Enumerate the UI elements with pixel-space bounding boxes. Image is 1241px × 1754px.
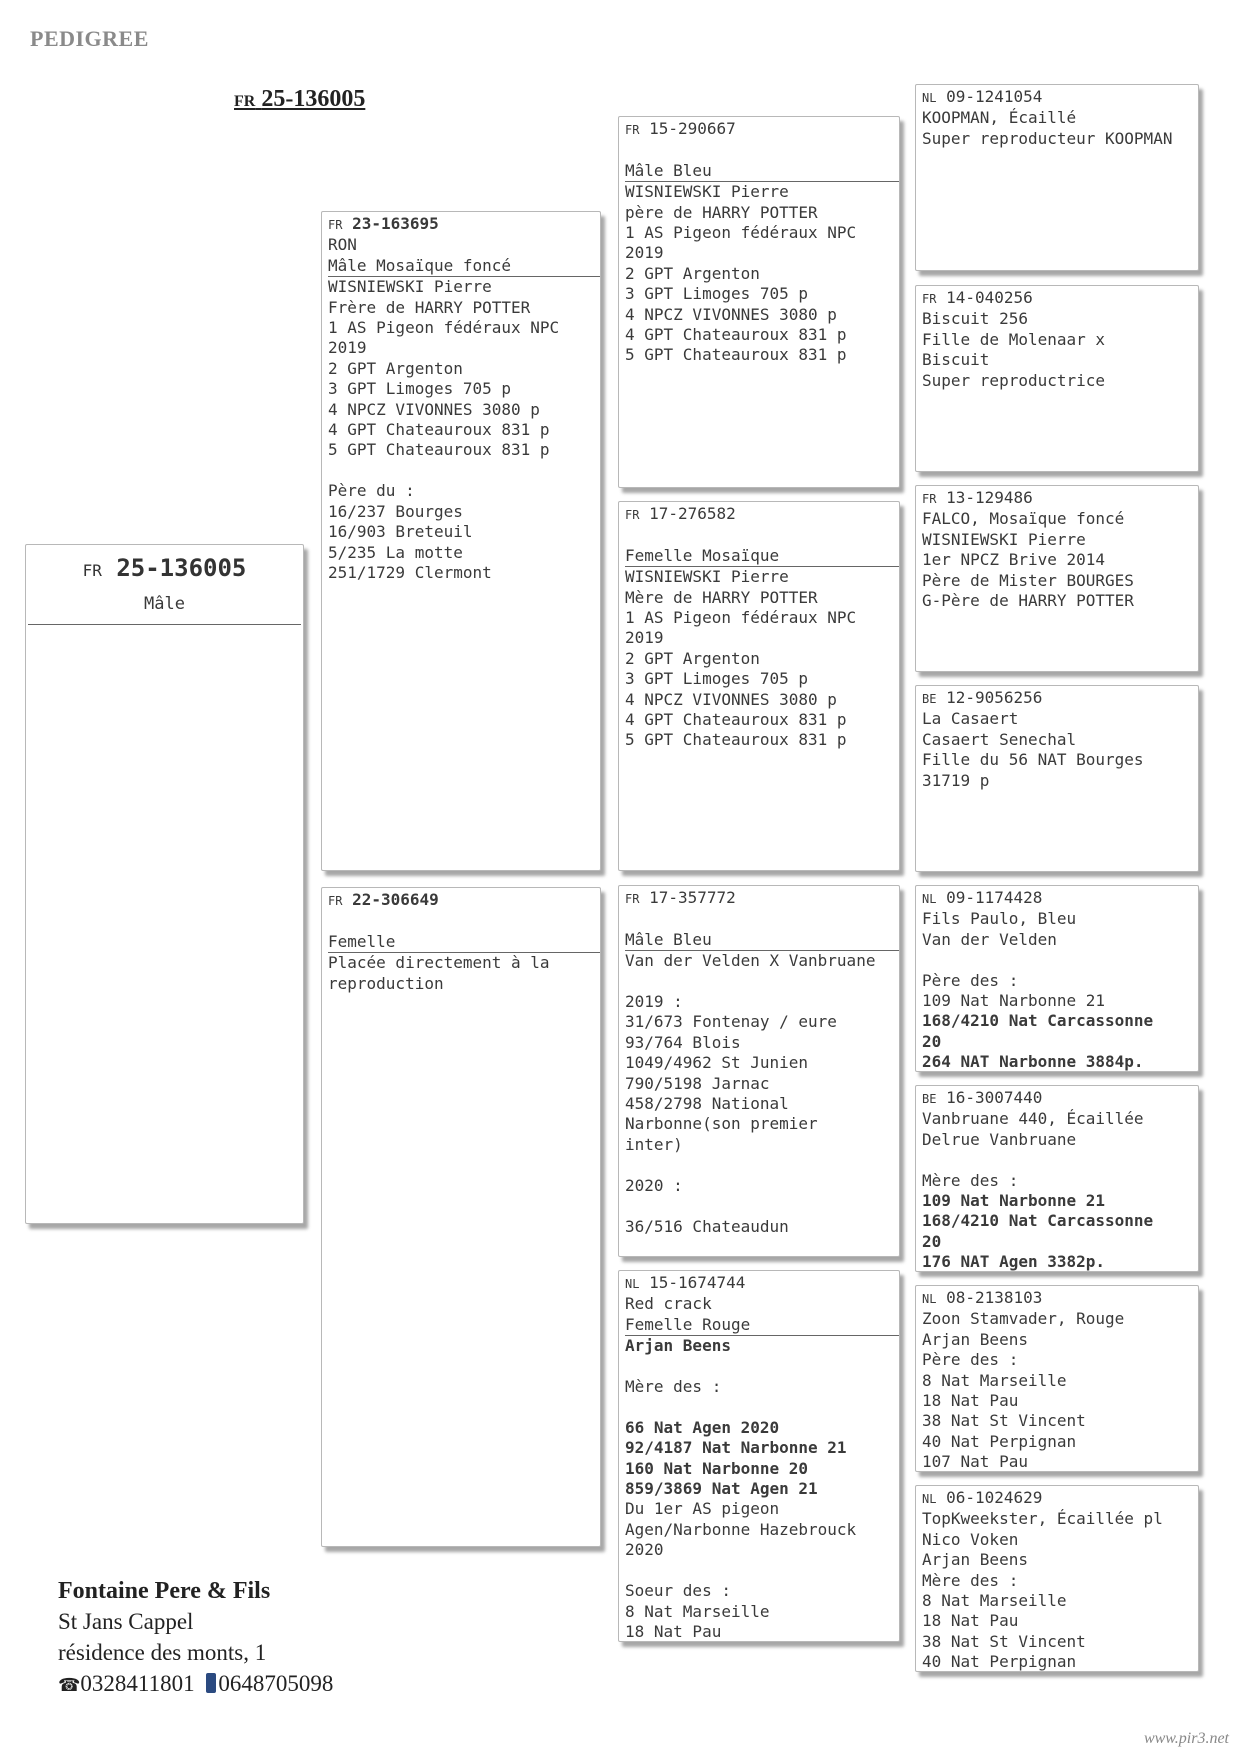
ring-number: [922, 1288, 1192, 1309]
ring-value: 12-9056256: [946, 688, 1043, 707]
mobile-icon: [206, 1673, 216, 1693]
result-line: 160 Nat Narbonne 20: [625, 1458, 809, 1478]
detail-line: 31/673 Fontenay / eure: [625, 1012, 837, 1032]
detail-line: 2 GPT Argenton: [328, 358, 463, 378]
detail-line: 458/2798 National: [625, 1094, 789, 1114]
ring-country: FR: [922, 292, 937, 306]
detail-line: Super reproducteur KOOPMAN: [922, 128, 1173, 148]
header-line: [625, 525, 893, 545]
ring-value: 06-1024629: [946, 1488, 1043, 1507]
detail-line: [625, 1357, 893, 1377]
ring-number: [922, 87, 1192, 108]
ring-country: NL: [922, 1492, 937, 1506]
detail-line: [625, 1561, 893, 1581]
ring-country: FR: [328, 894, 343, 908]
subject-country: FR: [82, 561, 102, 580]
ring-value: 15-290667: [649, 119, 736, 138]
detail-line: TopKweekster, Écaillée pl: [922, 1509, 1163, 1529]
detail-line: 3 GPT Limoges 705 p: [328, 379, 512, 399]
detail-line: Van der Velden: [922, 929, 1057, 949]
ring-number: [922, 1488, 1192, 1509]
ring-country: NL: [922, 91, 937, 105]
detail-line: Super reproductrice: [922, 370, 1106, 390]
detail-line: Placée directement à la: [328, 953, 550, 973]
detail-line: 5 GPT Chateauroux 831 p: [625, 345, 847, 365]
detail-line: 107 Nat Pau: [922, 1452, 1028, 1472]
header-line: [625, 140, 893, 160]
ring-number: [625, 504, 893, 525]
ring-country: BE: [922, 692, 937, 706]
detail-line: 2020 :: [625, 1175, 683, 1195]
sire-dam-card[interactable]: [618, 501, 900, 871]
detail-line: [922, 950, 1192, 970]
detail-line: 1er NPCZ Brive 2014: [922, 550, 1106, 570]
header-line: Mâle Bleu: [625, 161, 899, 182]
ring-number: [625, 888, 893, 909]
detail-line: Van der Velden X Vanbruane: [625, 951, 876, 971]
detail-line: Nico Voken: [922, 1529, 1019, 1549]
result-line: 20: [922, 1031, 942, 1051]
detail-line: Mère des :: [922, 1170, 1019, 1190]
detail-line: 18 Nat Pau: [922, 1611, 1019, 1631]
detail-line: Biscuit 256: [922, 309, 1028, 329]
detail-line: Fille du 56 NAT Bourges: [922, 750, 1144, 770]
ring-number: [328, 890, 594, 911]
ring-number: [625, 1273, 893, 1294]
ring-number: [922, 688, 1192, 709]
ring-value: 15-1674744: [649, 1273, 746, 1292]
detail-line: 2019: [328, 338, 367, 358]
ring-value: 14-040256: [946, 288, 1033, 307]
owner-address: résidence des monts, 1: [58, 1640, 267, 1665]
ring-number: [922, 888, 1192, 909]
detail-line: KOOPMAN, Écaillé: [922, 108, 1077, 128]
detail-line: Fils Paulo, Bleu: [922, 909, 1077, 929]
ring-value: 08-2138103: [946, 1288, 1043, 1307]
detail-line: 4 NPCZ VIVONNES 3080 p: [328, 399, 540, 419]
detail-line: père de HARRY POTTER: [625, 202, 818, 222]
owner-mobile[interactable]: 0648705098: [218, 1671, 334, 1696]
detail-line: Vanbruane 440, Écaillée: [922, 1109, 1144, 1129]
header-line: [328, 911, 594, 931]
header-line: Mâle Mosaïque foncé: [328, 256, 600, 277]
result-line: 168/4210 Nat Carcassonne: [922, 1011, 1154, 1031]
ring-country: FR: [922, 492, 937, 506]
subject-ring: [26, 553, 303, 586]
detail-line: 4 GPT Chateauroux 831 p: [328, 420, 550, 440]
detail-line: 2020: [625, 1540, 664, 1560]
detail-line: Arjan Beens: [922, 1550, 1028, 1570]
ring-number: [922, 288, 1192, 309]
detail-line: 36/516 Chateaudun: [625, 1216, 789, 1236]
dam-dam-card[interactable]: [618, 1270, 900, 1642]
dam-dam-dam-card[interactable]: [915, 1485, 1199, 1672]
detail-line: 4 NPCZ VIVONNES 3080 p: [625, 304, 837, 324]
header-line: Mâle Bleu: [625, 930, 899, 951]
footer-url[interactable]: www.pir3.net: [1143, 1730, 1229, 1747]
sire-sire-dam-card[interactable]: [915, 285, 1199, 472]
detail-line: WISNIEWSKI Pierre: [625, 182, 789, 202]
ring-country: NL: [922, 1292, 937, 1306]
result-line: 168/4210 Nat Carcassonne: [922, 1211, 1154, 1231]
detail-line: Père de Mister BOURGES: [922, 570, 1134, 590]
ring-country: BE: [922, 1092, 937, 1106]
detail-line: 1049/4962 St Junien: [625, 1053, 809, 1073]
detail-line: Mère des :: [922, 1570, 1019, 1590]
ring-value: 23-163695: [352, 214, 439, 233]
detail-line: Soeur des :: [625, 1581, 731, 1601]
ring-number: [328, 214, 594, 235]
owner-contacts: [58, 1668, 333, 1701]
ring-number: [922, 488, 1192, 509]
ring-value: 17-357772: [649, 888, 736, 907]
detail-line: 4 GPT Chateauroux 831 p: [625, 710, 847, 730]
detail-line: 109 Nat Narbonne 21: [922, 991, 1106, 1011]
detail-line: [625, 972, 893, 992]
detail-line: Mère de HARRY POTTER: [625, 587, 818, 607]
ring-value: 09-1241054: [946, 87, 1043, 106]
ring-country: NL: [922, 892, 937, 906]
subject-sex: Mâle: [28, 594, 301, 625]
detail-line: 5 GPT Chateauroux 831 p: [625, 730, 847, 750]
result-line: 92/4187 Nat Narbonne 21: [625, 1438, 847, 1458]
detail-line: Frère de HARRY POTTER: [328, 297, 531, 317]
detail-line: 93/764 Blois: [625, 1032, 741, 1052]
detail-line: 2019: [625, 243, 664, 263]
detail-line: Delrue Vanbruane: [922, 1129, 1077, 1149]
detail-line: Zoon Stamvader, Rouge: [922, 1309, 1125, 1329]
detail-line: 4 GPT Chateauroux 831 p: [625, 325, 847, 345]
detail-line: Père des :: [922, 1350, 1019, 1370]
detail-line: La Casaert: [922, 709, 1019, 729]
result-line: 859/3869 Nat Agen 21: [625, 1479, 818, 1499]
header-line: Femelle: [328, 932, 600, 953]
subject-card[interactable]: [25, 544, 304, 1224]
ring-number: [922, 1088, 1192, 1109]
result-line: 264 NAT Narbonne 3884p.: [922, 1052, 1144, 1072]
detail-line: Agen/Narbonne Hazebrouck: [625, 1519, 857, 1539]
detail-line: 40 Nat Perpignan: [922, 1652, 1077, 1672]
dam-sire-dam-card[interactable]: [915, 1085, 1199, 1272]
result-line: 109 Nat Narbonne 21: [922, 1191, 1106, 1211]
sire-dam-dam-card[interactable]: [915, 685, 1199, 872]
header-ring-country: FR: [234, 93, 256, 110]
detail-line: 251/1729 Clermont: [328, 562, 492, 582]
detail-line: FALCO, Mosaïque foncé: [922, 509, 1125, 529]
dam-sire-card[interactable]: [618, 885, 900, 1257]
detail-line: Casaert Senechal: [922, 729, 1077, 749]
detail-line: 2 GPT Argenton: [625, 648, 760, 668]
ring-country: NL: [625, 1277, 640, 1291]
detail-line: 2019: [625, 628, 664, 648]
owner-block: [58, 1576, 333, 1701]
detail-line: 40 Nat Perpignan: [922, 1431, 1077, 1451]
detail-line: Fille de Molenaar x: [922, 329, 1106, 349]
detail-line: 18 Nat Pau: [922, 1391, 1019, 1411]
detail-line: 2019 :: [625, 992, 683, 1012]
detail-line: 16/237 Bourges: [328, 501, 463, 521]
detail-line: Mère des :: [625, 1377, 722, 1397]
detail-line: Narbonne(son premier: [625, 1114, 818, 1134]
phone-icon: ☎: [58, 1675, 81, 1695]
dam-dam-sire-card[interactable]: [915, 1285, 1199, 1472]
detail-line: G-Père de HARRY POTTER: [922, 591, 1134, 611]
detail-line: [625, 1155, 893, 1175]
detail-line: Père du :: [328, 481, 415, 501]
detail-line: 5/235 La motte: [328, 542, 463, 562]
detail-line: 5 GPT Chateauroux 831 p: [328, 440, 550, 460]
detail-line: [328, 461, 594, 481]
detail-line: 1 AS Pigeon fédéraux NPC: [625, 223, 857, 243]
detail-line: Père des :: [922, 970, 1019, 990]
ring-country: FR: [328, 218, 343, 232]
ring-country: FR: [625, 508, 640, 522]
detail-line: 38 Nat St Vincent: [922, 1631, 1086, 1651]
ring-country: FR: [625, 123, 640, 137]
header-line: Femelle Rouge: [625, 1315, 899, 1336]
detail-line: 1 AS Pigeon fédéraux NPC: [625, 608, 857, 628]
header-line: Femelle Mosaïque: [625, 546, 899, 567]
detail-line: 790/5198 Jarnac: [625, 1073, 770, 1093]
detail-line: [625, 1196, 893, 1216]
dam-sire-sire-card[interactable]: [915, 885, 1199, 1072]
ring-value: 16-3007440: [946, 1088, 1043, 1107]
result-line: 20: [922, 1231, 942, 1251]
sire-sire-card[interactable]: [618, 116, 900, 488]
header-ring-number: [234, 86, 365, 113]
ring-value: 22-306649: [352, 890, 439, 909]
detail-line: 8 Nat Marseille: [922, 1370, 1067, 1390]
ring-value: 17-276582: [649, 504, 736, 523]
detail-line: 4 NPCZ VIVONNES 3080 p: [625, 689, 837, 709]
dam-card[interactable]: [321, 887, 601, 1547]
header-line: Red crack: [625, 1294, 712, 1314]
detail-line: 2 GPT Argenton: [625, 263, 760, 283]
owner-city: St Jans Cappel: [58, 1609, 194, 1634]
detail-line: reproduction: [328, 973, 444, 993]
detail-line: Arjan Beens: [922, 1329, 1028, 1349]
detail-line: WISNIEWSKI Pierre: [922, 529, 1086, 549]
owner-phone[interactable]: 0328411801: [80, 1671, 195, 1696]
sire-dam-sire-card[interactable]: [915, 485, 1199, 672]
sire-card[interactable]: [321, 211, 601, 871]
result-line: 176 NAT Agen 3382p.: [922, 1252, 1106, 1272]
owner-name: Fontaine Pere & Fils: [58, 1578, 271, 1604]
detail-line: [625, 1397, 893, 1417]
detail-line: Biscuit: [922, 350, 990, 370]
detail-line: 8 Nat Marseille: [625, 1601, 770, 1621]
detail-line: 1 AS Pigeon fédéraux NPC: [328, 318, 560, 338]
page-title: PEDIGREE: [30, 26, 149, 51]
subject-number: 25-136005: [116, 554, 247, 582]
ring-value: 09-1174428: [946, 888, 1043, 907]
result-line: 66 Nat Agen 2020: [625, 1417, 780, 1437]
detail-line: 18 Nat Pau: [625, 1621, 722, 1641]
breeder-line: Arjan Beens: [625, 1336, 731, 1356]
header-line: RON: [328, 235, 357, 255]
ring-value: 13-129486: [946, 488, 1033, 507]
detail-line: 8 Nat Marseille: [922, 1591, 1067, 1611]
detail-line: 31719 p: [922, 770, 990, 790]
detail-line: 16/903 Breteuil: [328, 522, 473, 542]
header-ring-value: 25-136005: [261, 86, 366, 112]
detail-line: 3 GPT Limoges 705 p: [625, 669, 809, 689]
detail-line: 38 Nat St Vincent: [922, 1411, 1086, 1431]
ring-country: FR: [625, 892, 640, 906]
detail-line: 3 GPT Limoges 705 p: [625, 284, 809, 304]
detail-line: [922, 1150, 1192, 1170]
sire-sire-sire-card[interactable]: [915, 84, 1199, 271]
header-line: [625, 909, 893, 929]
detail-line: inter): [625, 1134, 683, 1154]
detail-line: WISNIEWSKI Pierre: [625, 567, 789, 587]
detail-line: Du 1er AS pigeon: [625, 1499, 780, 1519]
detail-line: WISNIEWSKI Pierre: [328, 277, 492, 297]
ring-number: [625, 119, 893, 140]
